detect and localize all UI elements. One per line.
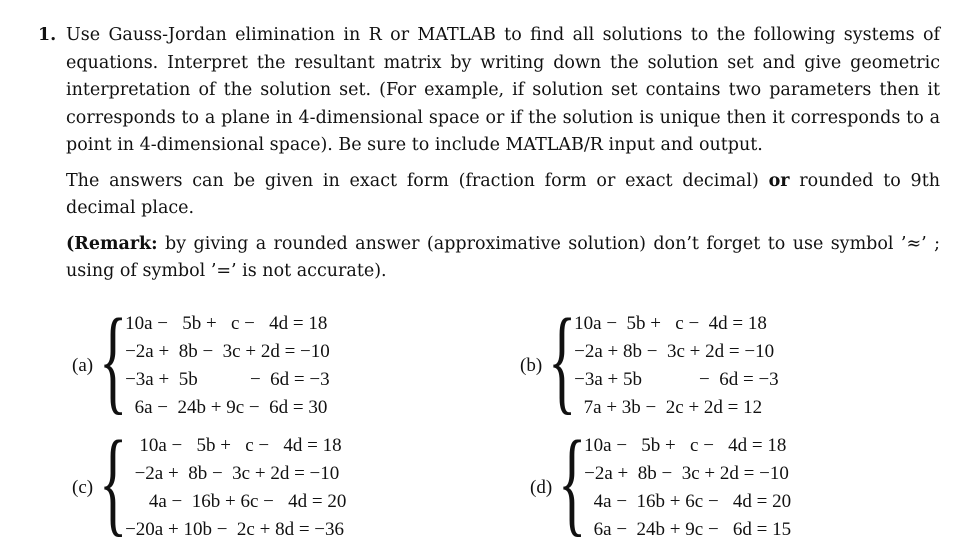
system-b — [520, 294, 779, 425]
equation: 10a − 5b + c − 4d = 18 — [125, 313, 328, 334]
left-brace-icon: { — [99, 416, 128, 547]
equation: −2a + 8b − 3c + 2d = −10 — [584, 463, 789, 484]
answers-text-post: rounded to 9th decimal place. — [66, 170, 940, 218]
problem-intro-paragraph — [30, 22, 940, 160]
equation: 4a − 16b + 6c − 4d = 20 — [125, 491, 347, 512]
equation: 10a − 5b + c − 4d = 18 — [574, 313, 767, 334]
equation: −20a + 10b − 2c + 8d = −36 — [125, 519, 345, 540]
equation: 4a − 16b + 6c − 4d = 20 — [584, 491, 792, 512]
system-b-label: (b) — [520, 355, 543, 376]
equation: 6a − 24b + 9c − 6d = 15 — [584, 519, 792, 540]
answers-paragraph — [30, 168, 940, 223]
equation: 6a − 24b + 9c − 6d = 30 — [125, 397, 328, 418]
system-d — [530, 416, 792, 547]
equation: 10a − 5b + c − 4d = 18 — [125, 435, 342, 456]
system-c-equations — [125, 432, 346, 544]
equation: −2a + 8b − 3c + 2d = −10 — [574, 341, 775, 362]
answers-text-bold: or — [768, 170, 790, 191]
problem-statement — [30, 22, 940, 286]
equation: −2a + 8b − 3c + 2d = −10 — [125, 341, 330, 362]
system-a — [72, 294, 330, 425]
system-d-equations — [584, 432, 791, 544]
equation: −3a + 5b − 6d = −3 — [574, 369, 779, 390]
remark-label: (Remark: — [66, 233, 158, 254]
system-c-label: (c) — [72, 477, 94, 498]
system-b-equations — [574, 310, 779, 422]
system-c — [72, 416, 347, 547]
remark-text: by giving a rounded answer (approximative solution) don’t forget to use symbol ’≈’ ; using of symbol ’=’ is not accurate). — [66, 233, 940, 281]
equation: −2a + 8b − 3c + 2d = −10 — [125, 463, 340, 484]
remark-paragraph — [30, 231, 940, 286]
problem-intro-text: Use Gauss-Jordan elimination in R or MATLAB to find all solutions to the following systems of equations. Interpret the resultant matrix by writing down the solution set and give geometric interpretation of the solution set. (For example, if solution set contains two parameters then it corresponds to a plane in 4-dimensional space or if the solution is unique then it corresponds to a point in 4-dimensional space). Be sure to include MATLAB/R input and output. — [66, 25, 940, 155]
system-a-label: (a) — [72, 355, 94, 376]
problem-number: 1. — [38, 25, 57, 45]
left-brace-icon: { — [99, 294, 128, 425]
system-a-equations — [125, 310, 330, 422]
equation: 7a + 3b − 2c + 2d = 12 — [574, 397, 763, 418]
equation: −3a + 5b − 6d = −3 — [125, 369, 330, 390]
left-brace-icon: { — [558, 416, 587, 547]
answers-text-pre: The answers can be given in exact form (fraction form or exact decimal) — [66, 170, 769, 191]
system-d-label: (d) — [530, 477, 553, 498]
left-brace-icon: { — [548, 294, 577, 425]
equation: 10a − 5b + c − 4d = 18 — [584, 435, 787, 456]
